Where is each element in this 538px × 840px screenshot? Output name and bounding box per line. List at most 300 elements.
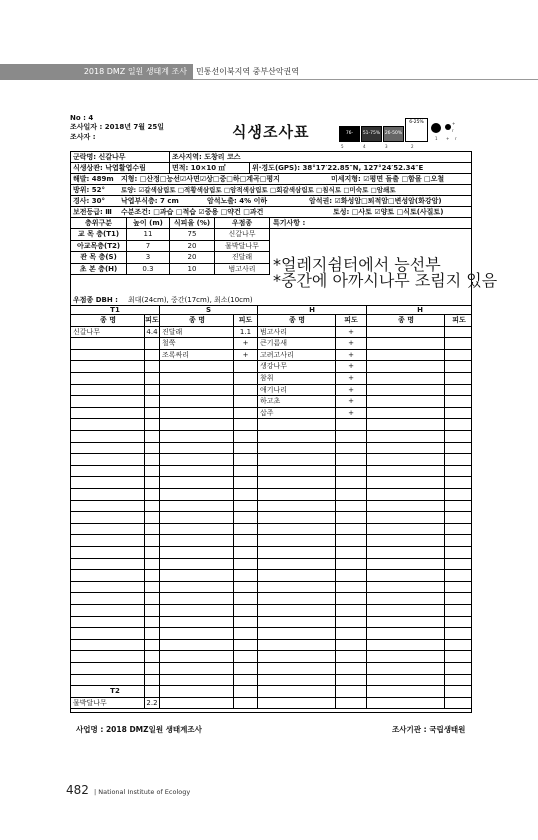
slope: 경사: 30° (73, 197, 106, 205)
divider (159, 617, 160, 628)
species-row (71, 640, 471, 652)
divider (444, 640, 445, 651)
divider (366, 454, 367, 465)
survey-date: 조사일자 : 2018년 7월 25일 (70, 123, 164, 131)
divider (366, 698, 367, 709)
divider (144, 350, 145, 361)
remark-2: *중간에 아까시나무 조림지 있음 (273, 271, 498, 290)
divider (144, 605, 145, 616)
divider (366, 547, 367, 558)
divider (233, 547, 234, 558)
divider (335, 443, 336, 454)
divider (444, 501, 445, 512)
divider (233, 408, 234, 419)
divider (366, 350, 367, 361)
strata-row (71, 264, 270, 276)
divider (144, 617, 145, 628)
divider (159, 512, 160, 523)
divider (257, 535, 258, 546)
strata-col-cover: 식피율 (%) (173, 219, 211, 227)
t1-species: 신갈나무 (73, 327, 101, 336)
divider (144, 524, 145, 535)
rock-exposure: 암석노출: 4% 이하 (207, 197, 268, 205)
divider (144, 559, 145, 570)
species-row (71, 338, 471, 350)
survey-no: No : 4 (70, 114, 94, 122)
divider (257, 628, 258, 639)
divider (444, 431, 445, 442)
divider (233, 628, 234, 639)
strata-layer: 교 목 층(T1) (77, 230, 120, 238)
divider (144, 373, 145, 384)
legend-dot-small-icon (445, 124, 451, 130)
divider (444, 628, 445, 639)
strata-dominant: 범고사리 (228, 264, 256, 273)
h-cover: + (348, 327, 354, 336)
divider (169, 241, 170, 252)
divider (335, 593, 336, 604)
divider (159, 651, 160, 662)
vegetation-physiognomy: 식생상관: 낙엽활엽수림 (73, 164, 146, 172)
publisher-name: | National Institute of Ecology (94, 788, 191, 796)
divider (144, 396, 145, 407)
divider (233, 651, 234, 662)
divider (444, 698, 445, 709)
divider (159, 477, 160, 488)
divider (159, 419, 160, 430)
divider (214, 229, 215, 240)
legend-num-3: 3 (385, 144, 388, 149)
divider (444, 617, 445, 628)
divider (335, 501, 336, 512)
divider (335, 570, 336, 581)
s-cover: 1.1 (239, 327, 252, 336)
divider (366, 582, 367, 593)
divider (444, 535, 445, 546)
divider (144, 338, 145, 349)
legend-box-1: 76-100% (339, 126, 360, 142)
topography: 지형: □산정□능선☑사면☑상□중□하□계곡□평지 (121, 175, 280, 183)
species-row (71, 361, 471, 373)
divider (335, 640, 336, 651)
legend-dot-large-icon (431, 123, 441, 133)
divider (366, 663, 367, 674)
divider (159, 501, 160, 512)
divider (335, 477, 336, 488)
species-row (71, 605, 471, 617)
form-row-aspect (71, 185, 471, 196)
col-cover: 피도 (145, 316, 159, 324)
species-row (71, 466, 471, 478)
strata-row (71, 252, 270, 264)
divider (444, 524, 445, 535)
legend-box-4 (405, 118, 428, 142)
divider (366, 512, 367, 523)
divider (233, 385, 234, 396)
legend-num-4: 4 (363, 144, 366, 149)
divider (169, 252, 170, 263)
divider (144, 640, 145, 651)
divider (366, 361, 367, 372)
divider (366, 686, 367, 697)
divider (366, 385, 367, 396)
divider (233, 454, 234, 465)
strata-cover: 20 (187, 241, 197, 250)
divider (335, 605, 336, 616)
divider (444, 385, 445, 396)
divider (269, 264, 270, 275)
micro-topography: 미세지형: ☑평면 돌출 □함몰 □오철 (331, 175, 445, 183)
divider (233, 512, 234, 523)
strata-layer: 초 본 층(H) (79, 264, 118, 273)
strata-dominant: 진달래 (231, 253, 253, 261)
strata-height: 11 (143, 230, 153, 238)
divider (335, 617, 336, 628)
group-t1: T1 (110, 306, 120, 314)
group-h-1: H (309, 306, 315, 314)
strata-layer: 관 목 층(S) (80, 253, 117, 261)
divider (444, 466, 445, 477)
divider (144, 675, 145, 686)
divider (257, 501, 258, 512)
form-row-community (71, 152, 471, 163)
divider (444, 651, 445, 662)
h-species: 고려고사리 (260, 350, 294, 359)
divider (159, 698, 160, 709)
divider (335, 419, 336, 430)
s-species: 조록싸리 (162, 350, 190, 359)
divider (144, 361, 145, 372)
divider (233, 535, 234, 546)
divider (233, 396, 234, 407)
divider (233, 477, 234, 488)
divider (169, 264, 170, 275)
divider (257, 593, 258, 604)
form-row-slope (71, 196, 471, 207)
strata-dominant: 물박달나무 (225, 241, 259, 250)
soil-texture: 토성: □사토 ☑양토 □식토(사질토) (333, 208, 444, 216)
divider (144, 512, 145, 523)
species-row (71, 686, 471, 698)
divider (444, 663, 445, 674)
divider (233, 686, 234, 697)
dbh-value: 최대(24cm), 중간(17cm), 최소(10cm) (128, 296, 253, 304)
divider (444, 547, 445, 558)
divider (366, 524, 367, 535)
divider (444, 419, 445, 430)
divider (257, 431, 258, 442)
altitude: 해발: 489m (73, 175, 114, 183)
divider (444, 396, 445, 407)
divider (159, 559, 160, 570)
soil-type: 토양: ☑갈색삼림토 □적황색삼림토 □암적색삼림토 □회갈색삼림토 □침식토 □미숙토 □암쇄토 (121, 186, 396, 194)
h-cover: + (348, 385, 354, 394)
divider (144, 501, 145, 512)
remarks-label: 특기사항 : (273, 219, 306, 227)
divider (169, 229, 170, 240)
divider (257, 559, 258, 570)
divider (159, 582, 160, 593)
species-row (71, 443, 471, 455)
divider (233, 663, 234, 674)
divider (366, 570, 367, 581)
species-row (71, 663, 471, 675)
divider (366, 338, 367, 349)
divider (126, 264, 127, 275)
h-species: 애기나리 (260, 385, 288, 394)
divider (159, 593, 160, 604)
divider (444, 350, 445, 361)
rock-type: 암석권: ☑화성암□퇴적암□변성암(화강암) (309, 197, 442, 205)
divider (233, 593, 234, 604)
species-row (71, 419, 471, 431)
moisture-condition: 수분조건: □과습 □적습 ☑중용 □약건 □과건 (121, 208, 264, 216)
divider (233, 443, 234, 454)
divider (159, 605, 160, 616)
divider (159, 443, 160, 454)
divider (233, 524, 234, 535)
h-species: 삽주 (260, 408, 274, 417)
divider (144, 454, 145, 465)
h-species: 큰기름새 (260, 339, 288, 348)
divider (257, 582, 258, 593)
divider (366, 605, 367, 616)
strata-col-layer: 층위구분 (84, 219, 113, 227)
divider (269, 241, 270, 252)
species-row (71, 454, 471, 466)
divider (444, 443, 445, 454)
divider (144, 570, 145, 581)
divider (233, 582, 234, 593)
divider (257, 617, 258, 628)
divider (214, 252, 215, 263)
divider (144, 628, 145, 639)
legend-box-2: 51-75% (361, 126, 382, 142)
strata-cover: 10 (187, 264, 197, 273)
divider (214, 264, 215, 275)
strata-height: 3 (145, 253, 151, 261)
species-row (71, 396, 471, 408)
divider (159, 396, 160, 407)
gps-coordinates: 위·경도(GPS): 38°17′22.85″N, 127°24′52.34″E (252, 164, 424, 172)
divider (159, 640, 160, 651)
strata-header-row (71, 218, 471, 229)
divider (257, 651, 258, 662)
remark-1: *얼레지쉼터에서 능선부 (273, 255, 441, 274)
legend-r: r (452, 128, 454, 133)
divider (366, 443, 367, 454)
species-row (71, 524, 471, 536)
divider (366, 640, 367, 651)
dbh-label: 우점종 DBH : (73, 296, 118, 304)
col-species-name: 종 명 (398, 316, 414, 324)
divider (366, 408, 367, 419)
divider (126, 229, 127, 240)
divider (159, 373, 160, 384)
divider (257, 686, 258, 697)
strata-cover: 75 (187, 230, 197, 238)
divider (257, 570, 258, 581)
divider (144, 385, 145, 396)
divider (444, 489, 445, 500)
divider (366, 501, 367, 512)
plot-area: 면적: 10×10 ㎡ (172, 164, 226, 172)
divider (257, 477, 258, 488)
divider (444, 338, 445, 349)
divider (144, 408, 145, 419)
divider (214, 241, 215, 252)
divider (144, 489, 145, 500)
species-row (71, 628, 471, 640)
divider (233, 640, 234, 651)
t1-cover: 4.4 (146, 327, 158, 336)
divider (269, 252, 270, 263)
species-row (71, 385, 471, 397)
divider (335, 663, 336, 674)
conservation-grade: 보전등급: Ⅲ (73, 208, 112, 216)
divider (257, 605, 258, 616)
header-rule (193, 79, 538, 80)
species-group-row (71, 306, 471, 315)
divider (159, 535, 160, 546)
divider (159, 547, 160, 558)
aspect: 방위: 52° (73, 186, 106, 194)
h-cover: + (348, 374, 354, 382)
strata-col-height: 높이 (m) (133, 219, 163, 227)
divider (159, 524, 160, 535)
species-row (71, 570, 471, 582)
strata-dominant: 신갈나무 (228, 230, 256, 238)
divider (144, 443, 145, 454)
divider (233, 501, 234, 512)
header-left-label: 2018 DMZ 일원 생태계 조사 (0, 64, 193, 80)
divider (233, 466, 234, 477)
strata-height: 0.3 (142, 264, 154, 273)
strata-row (71, 241, 270, 253)
divider (444, 570, 445, 581)
divider (159, 489, 160, 500)
divider (335, 686, 336, 697)
divider (233, 431, 234, 442)
species-row (71, 559, 471, 571)
divider (366, 675, 367, 686)
divider (159, 628, 160, 639)
vegetation-survey-form (70, 151, 498, 713)
divider (144, 663, 145, 674)
divider (233, 617, 234, 628)
divider (257, 454, 258, 465)
page-number: 482 (66, 783, 89, 797)
survey-agency: 조사기관 : 국립생태원 (392, 725, 466, 734)
form-row-conservation (71, 207, 471, 218)
species-row (71, 373, 471, 385)
divider (257, 512, 258, 523)
divider (366, 327, 367, 338)
divider (366, 373, 367, 384)
divider (159, 663, 160, 674)
divider (444, 361, 445, 372)
h-cover: + (348, 350, 354, 359)
col-species-name: 종 명 (289, 316, 305, 324)
divider (159, 361, 160, 372)
h-cover: + (348, 362, 354, 371)
divider (444, 512, 445, 523)
species-row (71, 512, 471, 524)
divider (444, 593, 445, 604)
divider (233, 570, 234, 581)
divider (144, 547, 145, 558)
divider (366, 396, 367, 407)
s-species: 철쭉 (162, 339, 176, 348)
strata-cover: 20 (187, 253, 197, 261)
divider (159, 408, 160, 419)
t2-species: 물박달나무 (73, 698, 107, 707)
divider (366, 431, 367, 442)
strata-layer: 아교목층(T2) (76, 241, 121, 250)
divider (257, 524, 258, 535)
legend-num-plus: + (446, 136, 450, 141)
species-row (71, 593, 471, 605)
header-right-label: 민통선이북지역 중부산악권역 (196, 67, 300, 76)
divider (257, 466, 258, 477)
divider (233, 419, 234, 430)
divider (335, 582, 336, 593)
divider (233, 489, 234, 500)
divider (335, 489, 336, 500)
legend-num-1: 1 (435, 136, 438, 141)
divider (444, 408, 445, 419)
divider (335, 431, 336, 442)
species-row (71, 477, 471, 489)
divider (366, 477, 367, 488)
group-s: S (205, 306, 212, 314)
s-species: 진달래 (162, 327, 183, 336)
species-row (71, 675, 471, 687)
divider (233, 605, 234, 616)
survey-area: 조사지역: 도창리 코스 (172, 153, 241, 161)
h-species: 범고사리 (260, 327, 288, 336)
legend-box-3: 26-50% (383, 126, 404, 142)
divider (233, 559, 234, 570)
species-row (71, 617, 471, 629)
col-cover: 피도 (452, 316, 466, 324)
divider (159, 466, 160, 477)
legend-plus: + (452, 121, 456, 126)
t2-label: T2 (110, 687, 120, 696)
species-row (71, 489, 471, 501)
divider (233, 698, 234, 709)
group-h-2: H (417, 306, 423, 314)
divider (335, 559, 336, 570)
divider (335, 512, 336, 523)
divider (366, 559, 367, 570)
litter-layer: 낙엽부식층: 7 cm (121, 197, 179, 205)
species-row (71, 431, 471, 443)
project-name: 사업명 : 2018 DMZ일원 생태계조사 (76, 725, 202, 734)
divider (366, 617, 367, 628)
h-cover: + (348, 408, 354, 417)
strata-col-dominant: 우점종 (231, 219, 253, 227)
h-cover: + (348, 339, 354, 348)
form-title: 식생조사표 (232, 123, 310, 141)
species-row (71, 547, 471, 559)
species-header-row (71, 315, 471, 327)
species-row (71, 651, 471, 663)
divider (257, 675, 258, 686)
species-row (71, 582, 471, 594)
community-name: 군락명: 신갈나무 (73, 153, 126, 161)
divider (366, 651, 367, 662)
